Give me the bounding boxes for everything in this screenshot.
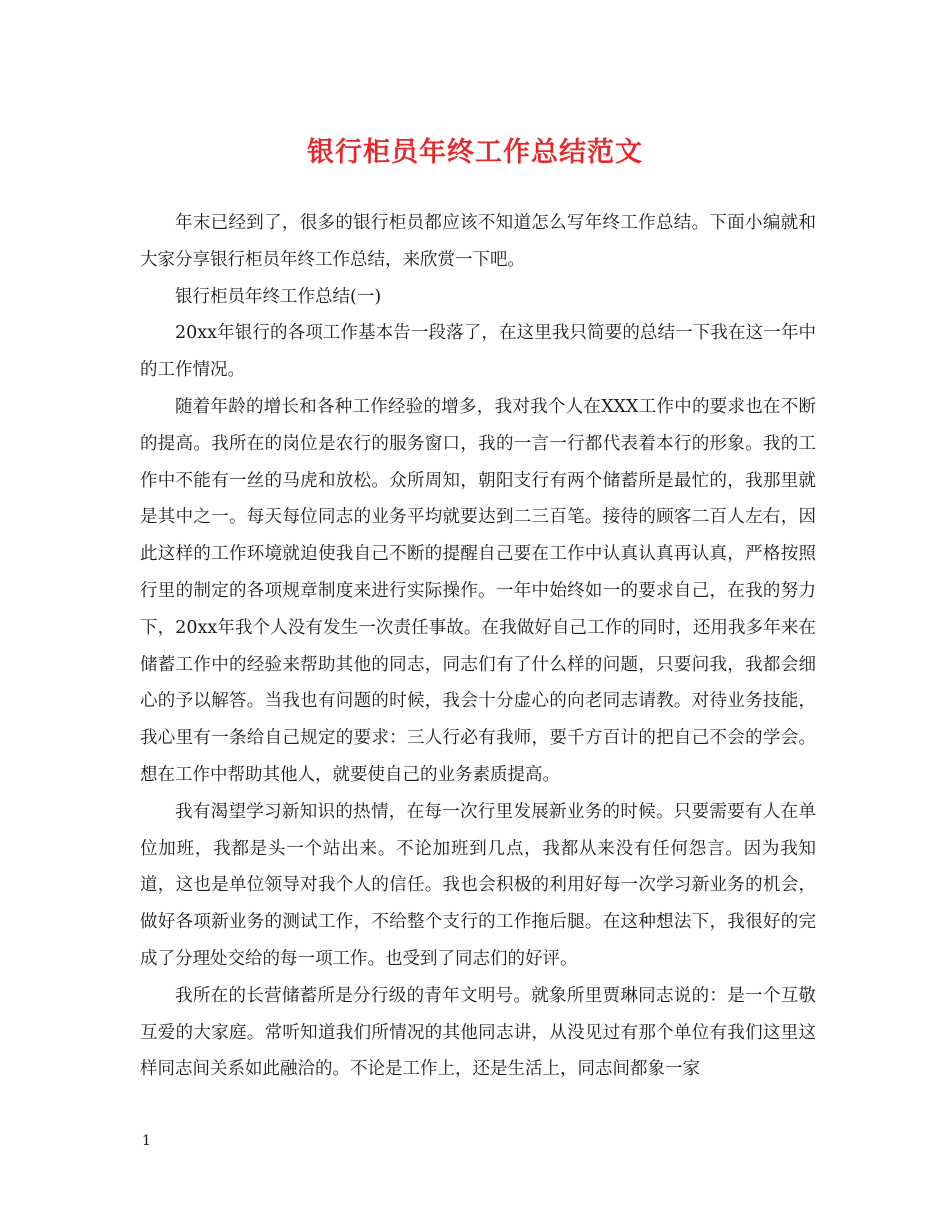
paragraph: 我有渴望学习新知识的热情，在每一次行里发展新业务的时候。只要需要有人在单位加班，我都是头一个站出来。不论加班到几点，我都从来没有任何怨言。因为我知道，这也是单位领导对我个人的信任。我也会积极的利用好每一次学习新业务的机会，做好各项新业务的测试工作，不给整个支行的工作拖后腿。在这种想法下，我很好的完成了分理处交给的每一项工作。也受到了同志们的好评。 xyxy=(140,801,816,969)
paragraph: 我所在的长营储蓄所是分行级的青年文明号。就象所里贾琳同志说的：是一个互敬互爱的大家庭。常听知道我们所情况的其他同志讲，从没见过有那个单位有我们这里这样同志间关系如此融洽的。不论是工作上，还是生活上，同志间都象一家 xyxy=(140,985,816,1080)
section-heading: 银行柜员年终工作总结(一) xyxy=(175,286,382,307)
paragraph: 20xx年银行的各项工作基本告一段落了，在这里我只简要的总结一下我在这一年中的工作情况。 xyxy=(140,323,816,381)
paragraph: 随着年龄的增长和各种工作经验的增多，我对我个人在XXX工作中的要求也在不断的提高。我所在的岗位是农行的服务窗口，我的一言一行都代表着本行的形象。我的工作中不能有一丝的马虎和放松。众所周知，朝阳支行有两个储蓄所是最忙的，我那里就是其中之一。每天每位同志的业务平均就要达到二三百笔。接待的顾客二百人左右，因此这样的工作环境就迫使我自己不断的提醒自己要在工作中认真认真再认真，严格按照行里的制定的各项规章制度来进行实际操作。一年中始终如一的要求自己，在我的努力下，20xx年我个人没有发生一次责任事故。在我做好自己工作的同时，还用我多年来在储蓄工作中的经验来帮助其他的同志，同志们有了什么样的问题，只要问我，我都会细心的予以解答。当我也有问题的时候，我会十分虚心的向老同志请教。对待业务技能，我心里有一条给自己规定的要求：三人行必有我师，要千方百计的把自己不会的学会。想在工作中帮助其他人，就要使自己的业务素质提高。 xyxy=(140,396,816,785)
paragraph-intro: 年末已经到了，很多的银行柜员都应该不知道怎么写年终工作总结。下面小编就和大家分享银行柜员年终工作总结，来欣赏一下吧。 xyxy=(140,213,816,270)
document-body xyxy=(140,205,816,1088)
document-title: 银行柜员年终工作总结范文 xyxy=(307,137,643,168)
page-number: 1 xyxy=(142,1133,151,1149)
